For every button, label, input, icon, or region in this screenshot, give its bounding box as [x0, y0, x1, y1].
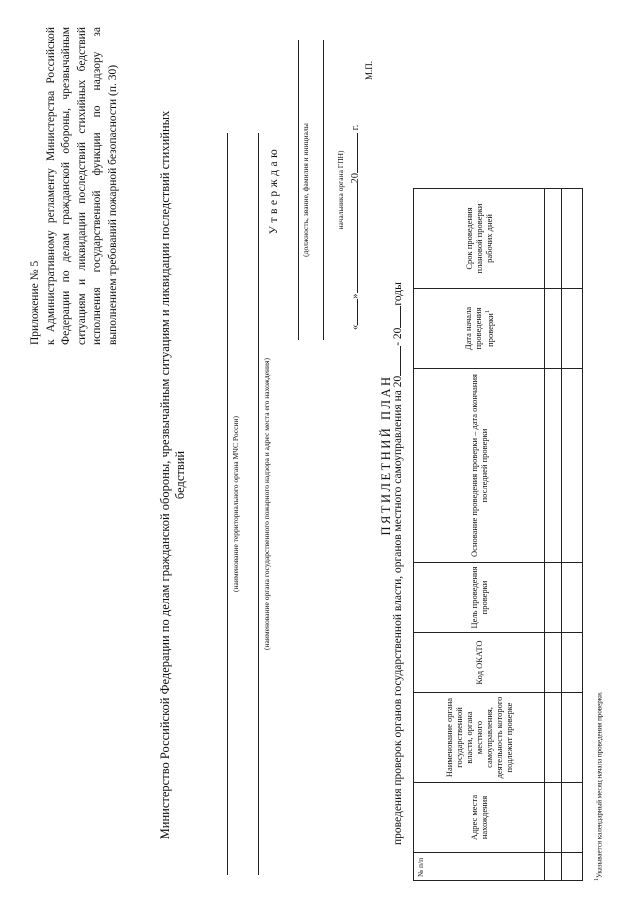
plan-subtitle-end: годы — [392, 282, 404, 306]
footnote-mark: 1 — [594, 878, 600, 881]
column-okato: Код ОКАТО — [414, 633, 545, 693]
plan-table — [413, 188, 583, 881]
column-number: № п/п — [414, 853, 545, 881]
date-year-suffix: г. — [350, 124, 361, 131]
date-year-prefix: 20 — [350, 173, 361, 184]
table-cell[interactable] — [562, 633, 583, 693]
approval-head-line — [323, 40, 324, 340]
stamp-mark: М.П. — [364, 60, 374, 80]
column-start-date — [414, 289, 545, 369]
footnote-ref: 1 — [485, 310, 492, 314]
appendix-block — [28, 27, 122, 345]
table-cell[interactable] — [545, 563, 562, 633]
approval-date — [350, 125, 361, 330]
supervision-body-line — [258, 133, 259, 875]
column-organ-name: Наименование органа государственной власти, органа местного самоуправления, деятельность которого подлежит проверке — [414, 693, 545, 783]
territorial-body-line — [227, 133, 228, 875]
approval-position-caption: (должность, звание, фамилия и инициалы — [301, 123, 310, 257]
date-open-quote: « — [350, 324, 361, 330]
column-basis: Основание проведения проверки – дата окончания последней проверки — [414, 369, 545, 563]
plan-title: ПЯТИЛЕТНИЙ ПЛАН — [379, 374, 393, 536]
date-close-quote: » — [350, 293, 361, 299]
footnote — [594, 691, 603, 881]
approval-head-caption: начальника органа ГПН) — [336, 150, 345, 230]
table-cell[interactable] — [545, 853, 562, 881]
column-purpose: Цель проведения проверки — [414, 563, 545, 633]
table-header-row — [414, 189, 545, 881]
table-cell[interactable] — [562, 783, 583, 853]
approval-title: Утверждаю — [268, 145, 280, 235]
table-cell[interactable] — [545, 693, 562, 783]
table-row — [562, 189, 583, 881]
table-cell[interactable] — [562, 289, 583, 369]
table-cell[interactable] — [562, 563, 583, 633]
supervision-body-caption: (наименование органа государственного пожарного надзора и адрес места его нахождения) — [262, 358, 271, 650]
table-cell[interactable] — [562, 189, 583, 289]
plan-subtitle-text: проведения проверок органов государственной власти, органов местного самоуправления на 20 — [392, 375, 404, 845]
column-start-date-label: Дата начала проведения проверки — [463, 306, 495, 351]
table-cell[interactable] — [562, 693, 583, 783]
table-cell[interactable] — [562, 853, 583, 881]
table-cell[interactable] — [545, 369, 562, 563]
plan-subtitle — [392, 0, 404, 845]
plan-subtitle-mid: - 20 — [392, 327, 404, 346]
appendix-heading: Приложение № 5 — [29, 260, 41, 345]
table-cell[interactable] — [545, 289, 562, 369]
column-duration: Срок проведения плановой проверки рабочих дней — [414, 189, 545, 289]
appendix-text: к Административному регламенту Министерства Российской Федерации по делам гражданской обороны, чрезвычайным ситуациям и ликвидации последствий стихийных бедствий исполнения государственной функции по надзору за выполнением требований пожарной безопасности (п. 30) — [44, 27, 119, 345]
column-address: Адрес места нахождения — [414, 783, 545, 853]
table-cell[interactable] — [545, 783, 562, 853]
table-cell[interactable] — [562, 369, 583, 563]
approval-block — [268, 30, 374, 350]
territorial-body-caption: (наименование территориального органа МЧС России) — [231, 416, 240, 592]
table-cell[interactable] — [545, 189, 562, 289]
table-row — [545, 189, 562, 881]
approval-position-line — [298, 40, 299, 340]
footnote-text: Указывается календарный месяц начала проведения проверки. — [595, 691, 604, 878]
ministry-name: Министерство Российской Федерации по делам гражданской обороны, чрезвычайным ситуациям и ликвидации последствий стихийных бедствий — [158, 110, 187, 840]
table-cell[interactable] — [545, 633, 562, 693]
